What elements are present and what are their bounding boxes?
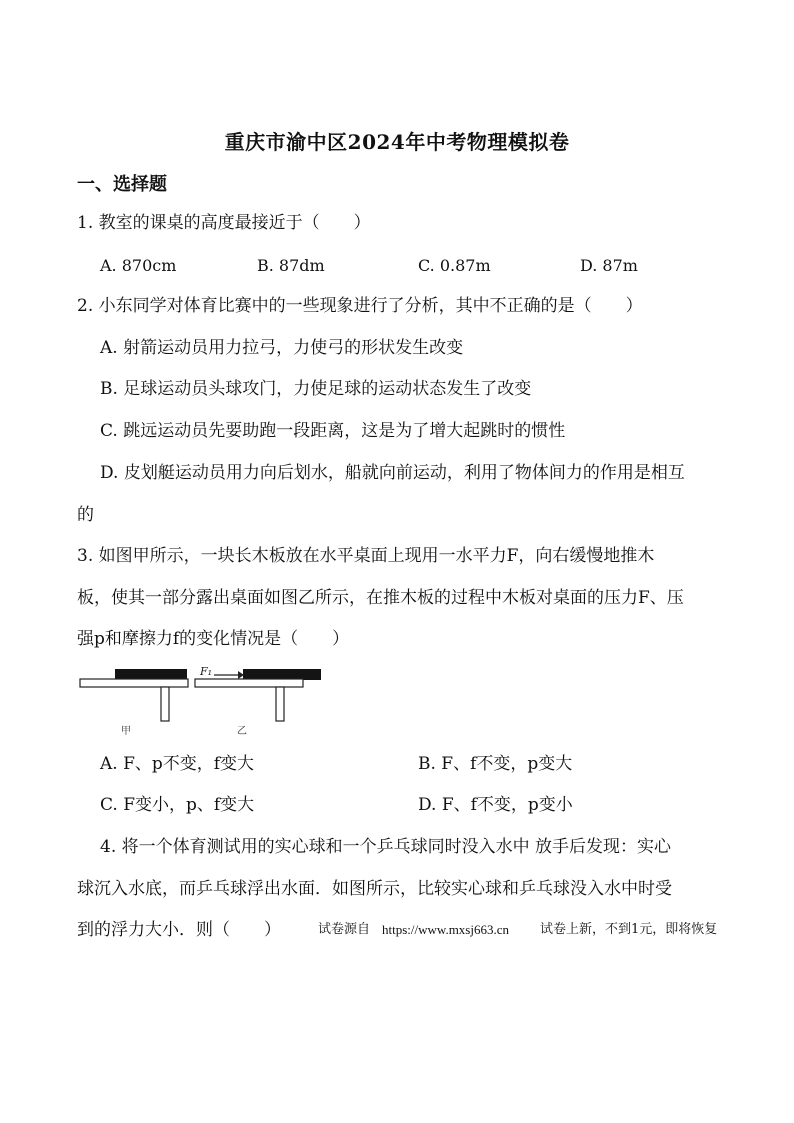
question-1-option-a: A. 870cm: [100, 256, 177, 275]
table-leg-left: [161, 687, 169, 721]
question-4-line-2: 球沉入水底，而乒乓球浮出水面．如图所示，比较实心球和乒乓球没入水中时受: [77, 879, 672, 899]
promo-note: 试卷上新，不到1元，即将恢复: [540, 922, 718, 937]
table-leg-right: [276, 687, 284, 721]
board-right: [243, 669, 321, 680]
section-heading: 一、选择题: [77, 174, 167, 195]
page-title: 重庆市渝中区2024年中考物理模拟卷: [224, 130, 570, 154]
question-3-option-b: B. F、f不变，p变大: [418, 754, 573, 774]
question-1-option-b: B. 87dm: [257, 256, 325, 275]
question-3-line-3: 强p和摩擦力f的变化情况是（ ）: [77, 629, 350, 649]
question-1-stem: 1. 教室的课桌的高度最接近于（ ）: [77, 213, 371, 233]
question-4-line-1: 4. 将一个体育测试用的实心球和一个乒乓球同时没入水中 放手后发现：实心: [100, 837, 672, 857]
question-2-option-b: B. 足球运动员头球攻门，力使足球的运动状态发生了改变: [100, 379, 532, 399]
table-top-right: [195, 679, 303, 687]
question-2-option-d: D. 皮划艇运动员用力向后划水，船就向前运动，利用了物体间力的作用是相互: [100, 463, 685, 483]
question-3-line-1: 3. 如图甲所示，一块长木板放在水平桌面上现用一水平力F，向右缓慢地推木: [77, 546, 655, 566]
board-table-diagram: [77, 666, 327, 738]
question-2-option-c: C. 跳远运动员先要助跑一段距离，这是为了增大起跳时的惯性: [100, 421, 566, 441]
question-3-option-c: C. F变小，p、f变大: [100, 795, 255, 815]
question-1-option-d: D. 87m: [580, 256, 638, 275]
question-2-option-a: A. 射箭运动员用力拉弓，力使弓的形状发生改变: [100, 338, 464, 358]
table-top-left: [80, 679, 188, 687]
question-1-option-c: C. 0.87m: [418, 256, 491, 275]
source-url: https://www.mxsj663.cn: [382, 922, 509, 937]
question-3-line-2: 板，使其一部分露出桌面如图乙所示，在推木板的过程中木板对桌面的压力F、压: [77, 588, 684, 608]
source-label: 试卷源自: [318, 922, 371, 937]
question-2-stem: 2. 小东同学对体育比赛中的一些现象进行了分析，其中不正确的是（ ）: [77, 296, 643, 316]
board-left: [115, 669, 187, 680]
question-4-line-3: 到的浮力大小．则（ ）: [77, 920, 281, 940]
force-label: F₁: [200, 666, 213, 678]
question-3-option-a: A. F、p不变，f变大: [100, 754, 255, 774]
figure-label-yi: 乙: [237, 726, 247, 737]
question-2-option-d-continued: 的: [77, 505, 94, 525]
question-3-option-d: D. F、f不变，p变小: [418, 795, 573, 815]
figure-label-jia: 甲: [121, 726, 131, 737]
question-3-figure: [77, 666, 327, 738]
